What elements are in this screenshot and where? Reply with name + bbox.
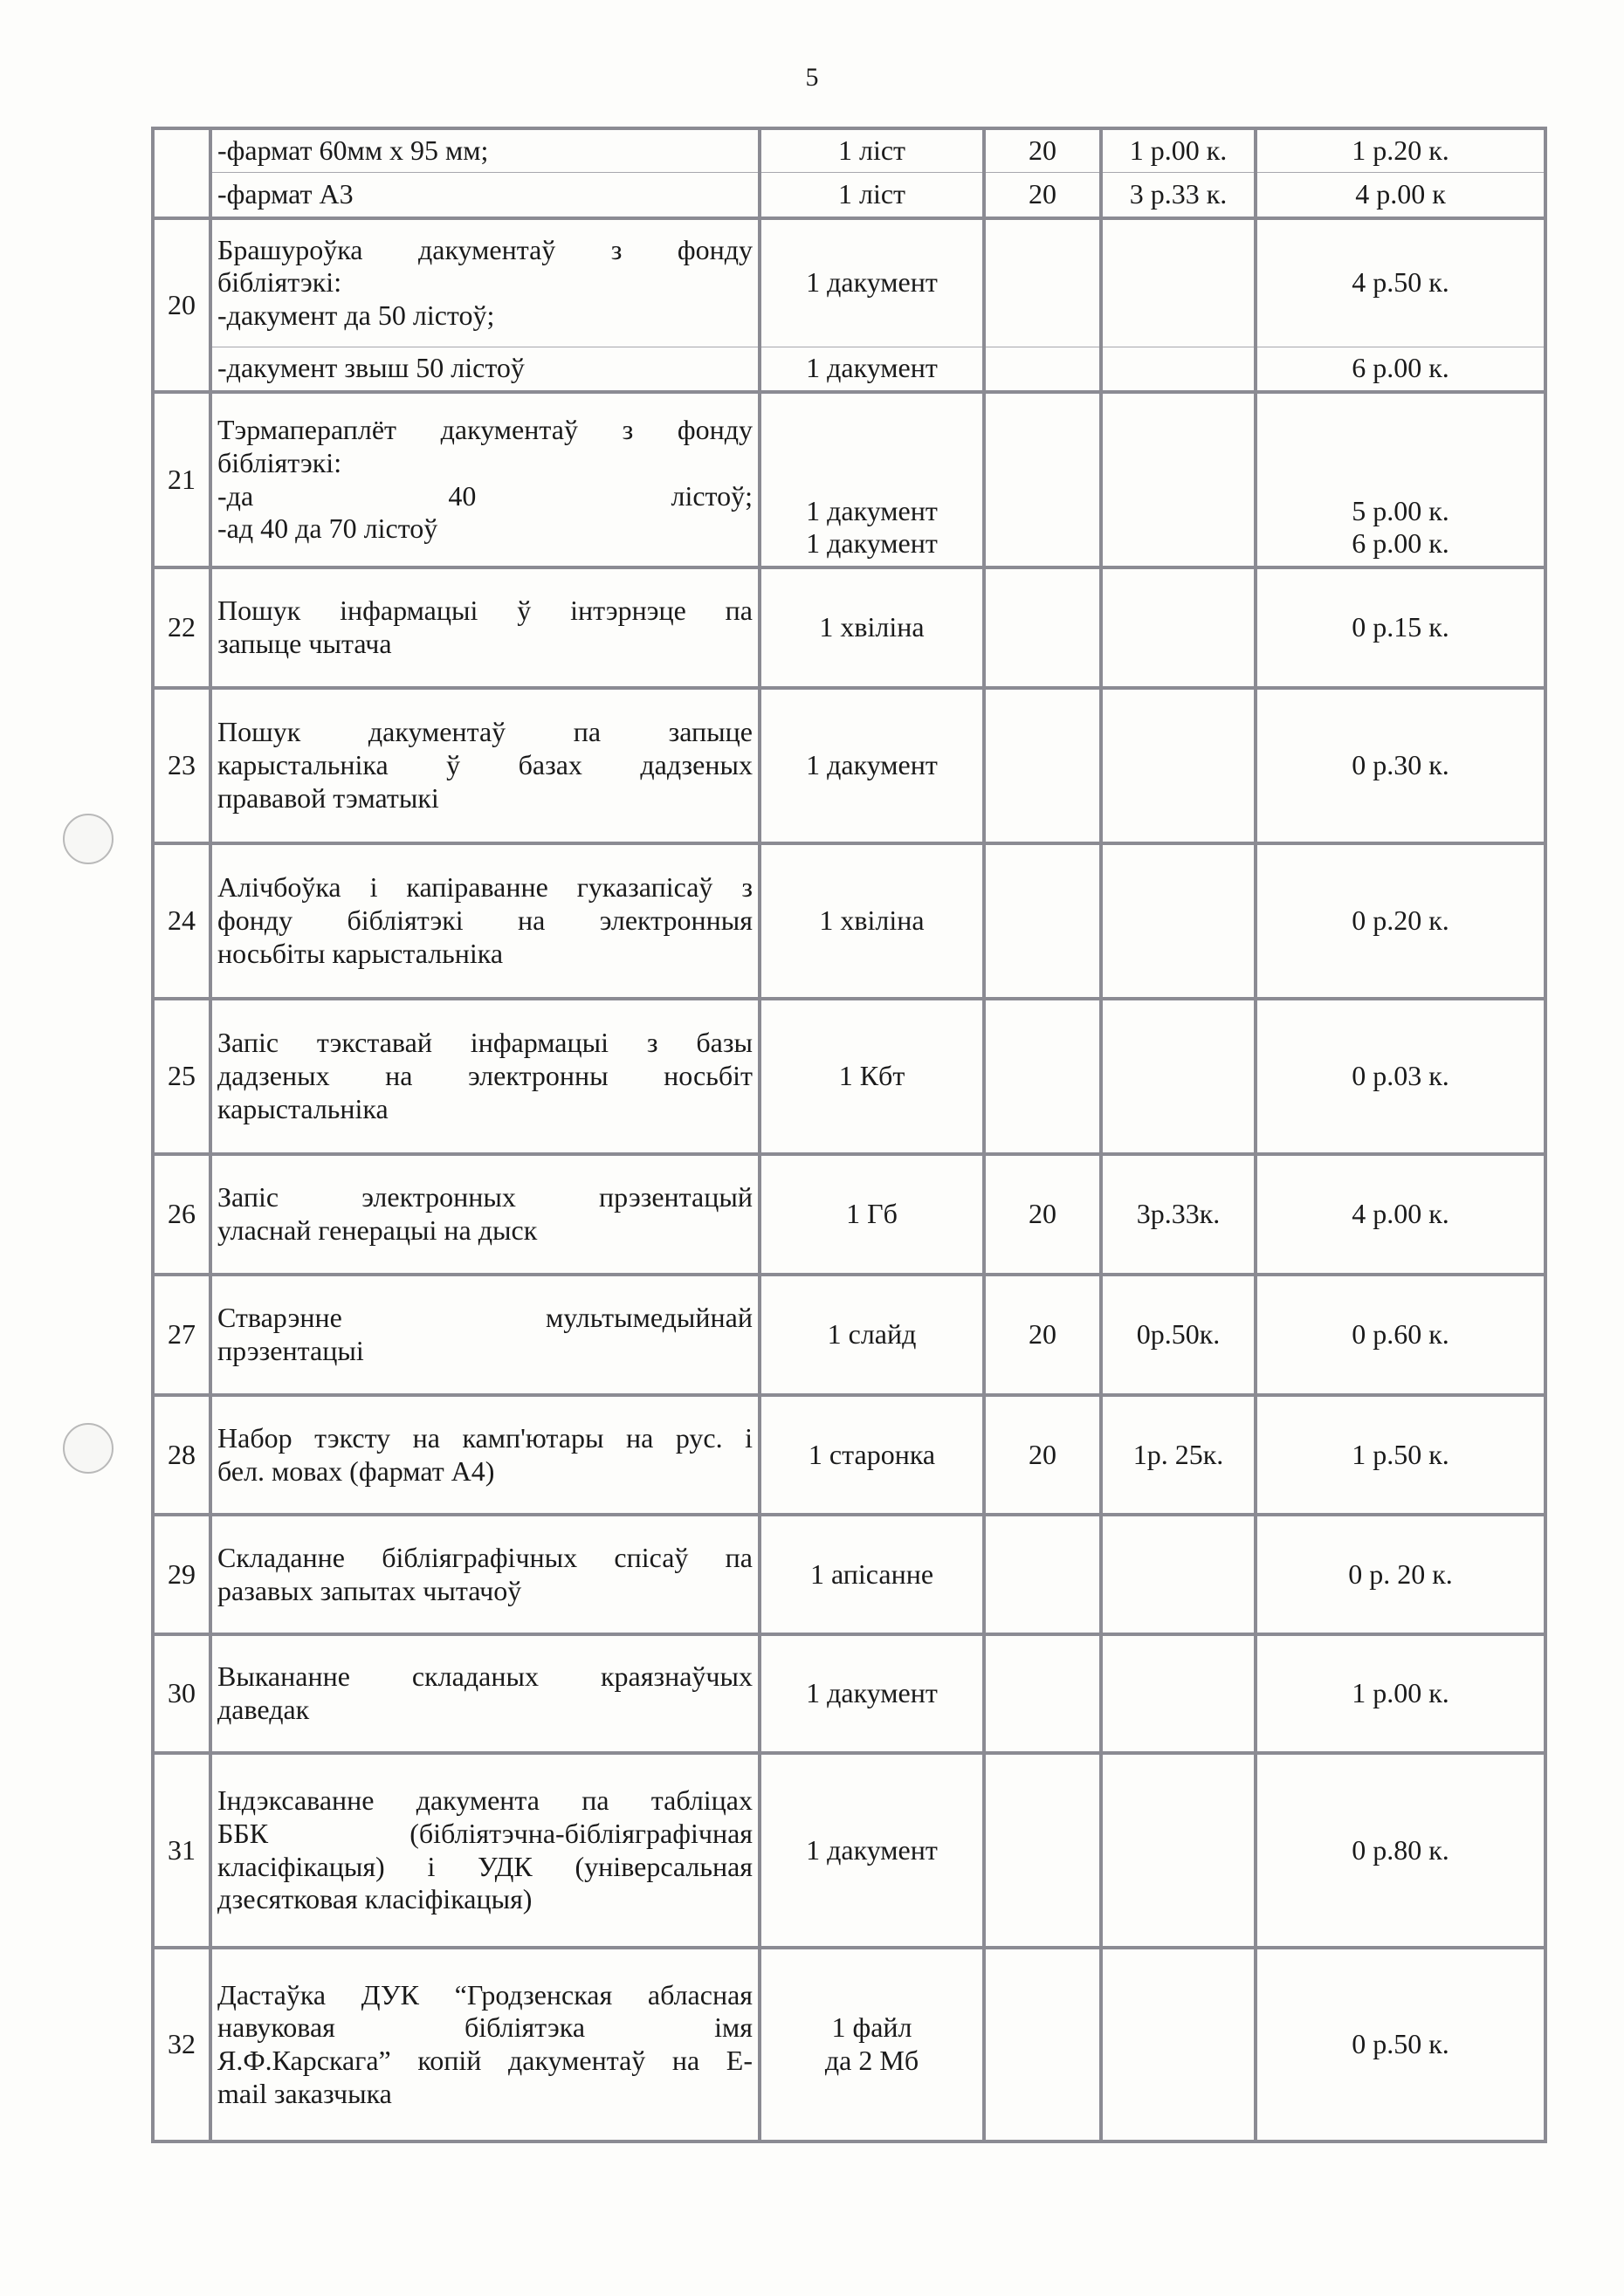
price-without-vat: 1р. 25к. — [1101, 1395, 1256, 1515]
unit-of-measure — [760, 392, 984, 567]
cell-line: Алічбоўка і капіраванне гуказапісаў з — [217, 871, 753, 904]
cell-line: -дакумент да 50 лістоў; — [217, 299, 495, 332]
cell-line: запыце чытача — [217, 628, 392, 659]
service-description — [210, 843, 760, 999]
cell-line: 0 р.80 к. — [1352, 1833, 1449, 1866]
cell-line: разавых запытах чытачоў — [217, 1574, 522, 1606]
price-without-vat: 3р.33к. — [1101, 1154, 1256, 1275]
service-description — [210, 128, 760, 172]
price-with-vat — [1256, 1154, 1545, 1275]
table-row — [153, 128, 1545, 172]
unit-of-measure — [760, 1634, 984, 1753]
table-row — [153, 392, 1545, 567]
service-description — [210, 1634, 760, 1753]
row-number: 25 — [153, 999, 210, 1154]
cell-line: Запіс электронных прэзентацый — [217, 1181, 753, 1213]
service-description — [210, 392, 760, 567]
price-without-vat — [1101, 999, 1256, 1154]
table-row — [153, 1154, 1545, 1275]
service-description — [210, 1395, 760, 1515]
service-description — [210, 999, 760, 1154]
unit-of-measure — [760, 172, 984, 218]
cell-line: Дастаўка ДУК “Гродзенская абласная — [217, 1978, 753, 2011]
cell-line: 1 дакумент — [806, 749, 938, 781]
cell-line: Брашуроўка дакументаў з фонду — [217, 233, 753, 265]
cell-line: 1 Кбт — [838, 1060, 905, 1092]
cell-line: 1 ліст — [837, 177, 906, 210]
vat-rate — [984, 1948, 1101, 2141]
price-with-vat — [1256, 1515, 1545, 1634]
cell-line: 0 р.60 к. — [1352, 1318, 1449, 1351]
price-without-vat — [1101, 1753, 1256, 1948]
vat-rate: 20 — [984, 1395, 1101, 1515]
unit-of-measure — [760, 1515, 984, 1634]
cell-line: 0 р.15 к. — [1352, 611, 1449, 643]
cell-line: 1 Гб — [846, 1198, 898, 1230]
unit-of-measure — [760, 1154, 984, 1275]
cell-line: -фармат 60мм х 95 мм; — [217, 134, 489, 166]
row-number: 29 — [153, 1515, 210, 1634]
cell-line: 1 дакумент — [806, 494, 938, 526]
cell-line: 1 хвіліна — [819, 611, 925, 643]
cell-line: дзесятковая класіфікацыя) — [217, 1883, 533, 1915]
row-number: 31 — [153, 1753, 210, 1948]
cell-line: прэзентацыі — [217, 1335, 364, 1366]
price-with-vat — [1256, 843, 1545, 999]
table-row — [153, 843, 1545, 999]
cell-line: носьбіты карыстальніка — [217, 937, 504, 969]
unit-of-measure — [760, 347, 984, 392]
unit-of-measure — [760, 688, 984, 843]
cell-line: ББК (бібліятэчна-бібліяграфічная — [217, 1817, 753, 1849]
vat-rate — [984, 999, 1101, 1154]
unit-of-measure — [760, 567, 984, 688]
unit-of-measure — [760, 1275, 984, 1395]
table-row — [153, 1634, 1545, 1753]
cell-line: да 2 Мб — [824, 2045, 919, 2076]
price-without-vat — [1101, 1948, 1256, 2141]
price-with-vat — [1256, 1275, 1545, 1395]
punch-hole — [63, 1423, 114, 1474]
cell-line: карыстальніка ў базах дадзеных — [217, 749, 753, 781]
service-description — [210, 567, 760, 688]
cell-line: -да 40 лістоў; — [217, 479, 753, 512]
cell-line: 0 р.50 к. — [1352, 2028, 1449, 2060]
row-number: 23 — [153, 688, 210, 843]
price-without-vat — [1101, 218, 1256, 347]
cell-line: Індэксаванне дакумента па табліцах — [217, 1784, 753, 1816]
price-without-vat — [1101, 1634, 1256, 1753]
cell-line: бібліятэкі: — [217, 266, 342, 299]
table-row — [153, 218, 1545, 347]
vat-rate — [984, 567, 1101, 688]
unit-of-measure — [760, 1395, 984, 1515]
table-row — [153, 567, 1545, 688]
vat-rate — [984, 392, 1101, 567]
vat-rate: 20 — [984, 1154, 1101, 1275]
cell-line: 6 р.00 к. — [1352, 527, 1449, 560]
row-number: 20 — [153, 218, 210, 392]
cell-line: 5 р.00 к. — [1352, 494, 1449, 526]
cell-line: бел. мовах (фармат А4) — [217, 1454, 495, 1487]
cell-line: 0 р. 20 к. — [1348, 1557, 1453, 1590]
cell-line: 4 р.50 к. — [1352, 266, 1449, 299]
cell-line: mail заказчыка — [217, 2077, 392, 2109]
price-with-vat — [1256, 218, 1545, 347]
service-description — [210, 1275, 760, 1395]
unit-of-measure — [760, 128, 984, 172]
price-without-vat — [1101, 843, 1256, 999]
services-price-table — [151, 127, 1547, 2143]
price-with-vat — [1256, 1395, 1545, 1515]
price-with-vat — [1256, 392, 1545, 567]
cell-line: Запіс тэкставай інфармацыі з базы — [217, 1027, 753, 1059]
price-with-vat — [1256, 999, 1545, 1154]
price-with-vat — [1256, 567, 1545, 688]
cell-line: Пошук інфармацыі ў інтэрнэце па — [217, 595, 753, 627]
vat-rate — [984, 843, 1101, 999]
cell-line: 1 слайд — [827, 1318, 917, 1351]
cell-line: 1 дакумент — [806, 352, 938, 384]
cell-line: 4 р.00 к — [1355, 177, 1446, 210]
table-row — [153, 347, 1545, 392]
cell-line: уласнай генерацыі на дыск — [217, 1214, 538, 1246]
cell-line: фонду бібліятэкі на электронныя — [217, 904, 753, 937]
vat-rate — [984, 688, 1101, 843]
page-number: 5 — [805, 63, 819, 92]
cell-line: 1 дакумент — [806, 1677, 938, 1709]
service-description — [210, 218, 760, 347]
row-number: 27 — [153, 1275, 210, 1395]
cell-line: 6 р.00 к. — [1352, 352, 1449, 384]
unit-of-measure — [760, 999, 984, 1154]
cell-line: Складанне бібліяграфічных спісаў па — [217, 1541, 753, 1573]
row-number: 30 — [153, 1634, 210, 1753]
cell-line: Тэрмапераплёт дакументаў з фонду — [217, 414, 753, 445]
price-without-vat — [1101, 567, 1256, 688]
cell-line: дадзеных на электронны носьбіт — [217, 1060, 753, 1092]
cell-line: 1 ліст — [837, 134, 906, 166]
table-row — [153, 1753, 1545, 1948]
unit-of-measure — [760, 218, 984, 347]
row-number: 28 — [153, 1395, 210, 1515]
unit-of-measure — [760, 1753, 984, 1948]
service-description — [210, 1753, 760, 1948]
cell-line: 1 апісанне — [809, 1557, 934, 1590]
price-without-vat — [1101, 347, 1256, 392]
price-without-vat: 1 р.00 к. — [1101, 128, 1256, 172]
vat-rate: 20 — [984, 1275, 1101, 1395]
service-description — [210, 1154, 760, 1275]
row-number: 22 — [153, 567, 210, 688]
price-with-vat — [1256, 347, 1545, 392]
price-without-vat — [1101, 688, 1256, 843]
cell-line: 0 р.20 к. — [1352, 904, 1449, 937]
row-number: 21 — [153, 392, 210, 567]
cell-line: карыстальніка — [217, 1092, 389, 1124]
cell-line: Пошук дакументаў па запыце — [217, 716, 753, 748]
cell-line: 1 р.50 к. — [1352, 1438, 1449, 1470]
vat-rate — [984, 1753, 1101, 1948]
vat-rate: 20 — [984, 128, 1101, 172]
cell-line: 0 р.03 к. — [1352, 1060, 1449, 1092]
cell-line: 1 р.20 к. — [1352, 134, 1449, 166]
table-row — [153, 688, 1545, 843]
cell-line: 1 дакумент — [806, 527, 938, 560]
price-without-vat: 3 р.33 к. — [1101, 172, 1256, 218]
cell-line: 1 старонка — [808, 1438, 936, 1470]
cell-line: -дакумент звыш 50 лістоў — [217, 352, 525, 384]
cell-line: прававой тэматыкі — [217, 781, 439, 814]
unit-of-measure — [760, 1948, 984, 2141]
row-number: 24 — [153, 843, 210, 999]
table-row — [153, 1948, 1545, 2141]
service-description — [210, 347, 760, 392]
cell-line: класіфікацыя) і УДК (універсальная — [217, 1850, 753, 1882]
price-with-vat — [1256, 172, 1545, 218]
cell-line: бібліятэкі: — [217, 446, 342, 478]
table-row — [153, 999, 1545, 1154]
row-number: 26 — [153, 1154, 210, 1275]
cell-line: Стварэнне мультымедыйнай — [217, 1302, 753, 1334]
unit-of-measure — [760, 843, 984, 999]
row-number: 32 — [153, 1948, 210, 2141]
cell-line: 1 р.00 к. — [1352, 1677, 1449, 1709]
cell-line: навуковая бібліятэка імя — [217, 2011, 753, 2044]
vat-rate: 20 — [984, 172, 1101, 218]
vat-rate — [984, 347, 1101, 392]
cell-line: Набор тэксту на камп'ютары на рус. і — [217, 1421, 753, 1454]
cell-line: 1 дакумент — [806, 266, 938, 299]
price-without-vat — [1101, 392, 1256, 567]
vat-rate — [984, 1634, 1101, 1753]
cell-line: -ад 40 да 70 лістоў — [217, 512, 438, 545]
cell-line: 1 дакумент — [806, 1833, 938, 1866]
price-without-vat — [1101, 1515, 1256, 1634]
service-description — [210, 688, 760, 843]
price-with-vat — [1256, 688, 1545, 843]
cell-line: 1 хвіліна — [819, 904, 925, 937]
cell-line: Выкананне складаных краязнаўчых — [217, 1660, 753, 1693]
cell-line: 1 файл — [831, 2011, 912, 2044]
price-with-vat — [1256, 1948, 1545, 2141]
price-with-vat — [1256, 1753, 1545, 1948]
row-number — [153, 128, 210, 218]
cell-line: 0 р.30 к. — [1352, 749, 1449, 781]
cell-line: Я.Ф.Карскага” копій дакументаў на Е- — [217, 2045, 753, 2076]
service-description — [210, 1515, 760, 1634]
vat-rate — [984, 1515, 1101, 1634]
service-description — [210, 1948, 760, 2141]
table-row — [153, 1515, 1545, 1634]
cell-line: даведак — [217, 1694, 310, 1725]
vat-rate — [984, 218, 1101, 347]
table-row — [153, 172, 1545, 218]
price-without-vat: 0р.50к. — [1101, 1275, 1256, 1395]
cell-line: -фармат А3 — [217, 177, 354, 210]
price-with-vat — [1256, 1634, 1545, 1753]
cell-line: 4 р.00 к. — [1352, 1198, 1449, 1230]
table-row — [153, 1395, 1545, 1515]
price-with-vat — [1256, 128, 1545, 172]
service-description — [210, 172, 760, 218]
punch-hole — [63, 814, 114, 864]
table-row — [153, 1275, 1545, 1395]
